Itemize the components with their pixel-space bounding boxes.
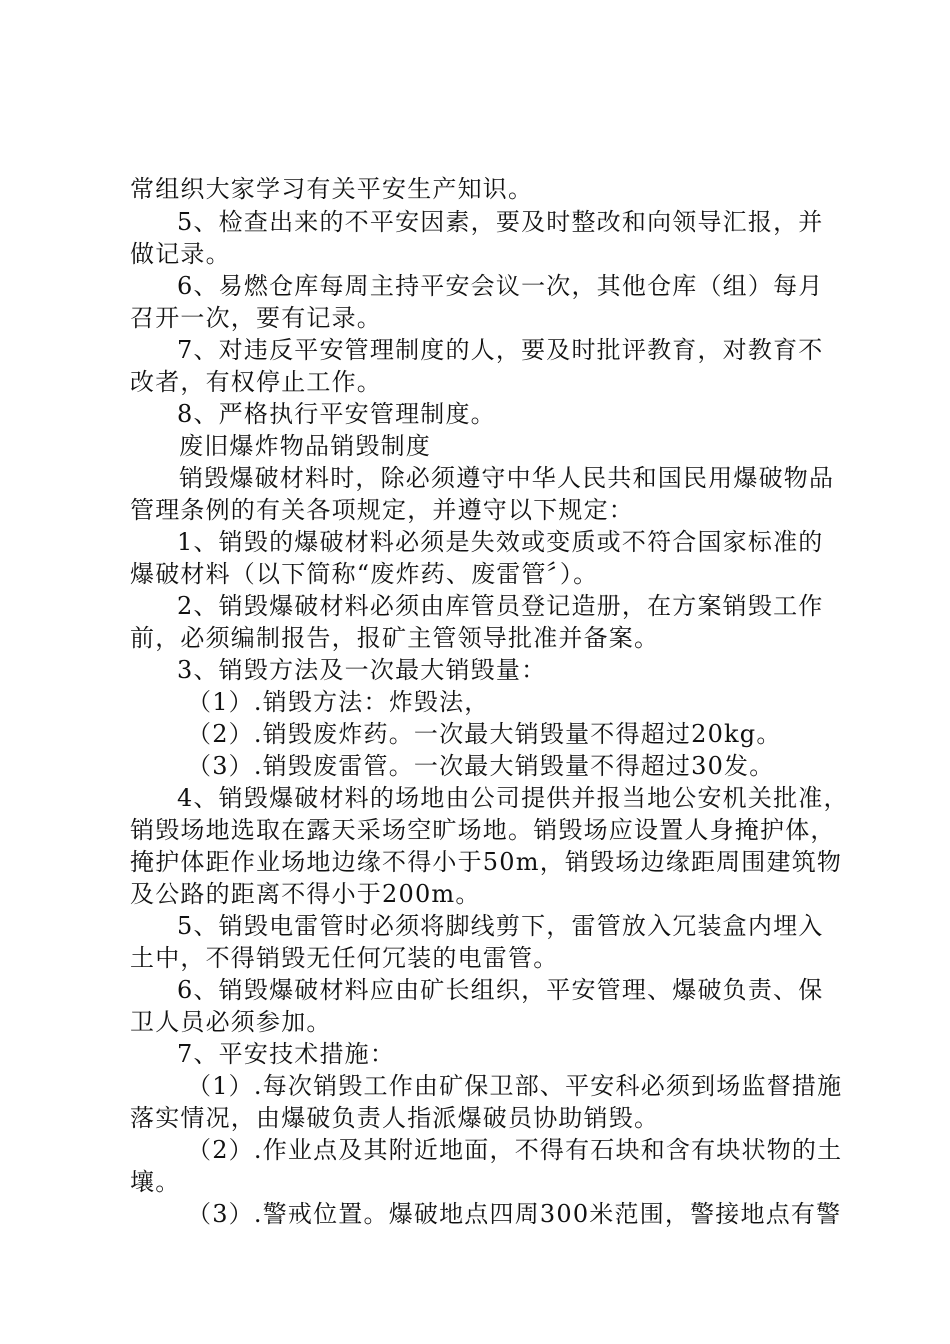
text-line: 6、易燃仓库每周主持平安会议一次，其他仓库（组）每月 xyxy=(177,272,824,300)
text-line: 前，必须编制报告，报矿主管领导批准并备案。 xyxy=(130,624,660,652)
text-line: 及公路的距离不得小于200m。 xyxy=(130,880,481,908)
text-line: 卫人员必须参加。 xyxy=(130,1008,332,1036)
text-line: （2）.销毁废炸药。一次最大销毁量不得超过20kg。 xyxy=(187,720,782,748)
text-line: 7、对违反平安管理制度的人，要及时批评教育，对教育不 xyxy=(177,336,824,364)
text-line: （2）.作业点及其附近地面，不得有石块和含有块状物的土 xyxy=(187,1136,843,1164)
text-line: 壤。 xyxy=(130,1168,181,1196)
text-line: 做记录。 xyxy=(130,240,231,268)
text-line: 改者，有权停止工作。 xyxy=(130,368,382,396)
text-line: 掩护体距作业场地边缘不得小于50m，销毁场边缘距周围建筑物 xyxy=(130,848,843,876)
section-title: 废旧爆炸物品销毁制度 xyxy=(179,432,431,460)
text-line: 常组织大家学习有关平安生产知识。 xyxy=(130,175,534,203)
text-line: 7、平安技术措施： xyxy=(177,1040,396,1068)
text-line: 5、检查出来的不平安因素，要及时整改和向领导汇报，并 xyxy=(177,208,824,236)
text-line: 销毁场地选取在露天采场空旷场地。销毁场应设置人身掩护体， xyxy=(130,816,836,844)
text-line: （1）.销毁方法：炸毁法， xyxy=(187,688,490,716)
text-line: 4、销毁爆破材料的场地由公司提供并报当地公安机关批准， xyxy=(177,784,849,812)
text-line: 6、销毁爆破材料应由矿长组织，平安管理、爆破负责、保 xyxy=(177,976,824,1004)
text-line: （1）.每次销毁工作由矿保卫部、平安科必须到场监督措施 xyxy=(187,1072,843,1100)
text-line: 土中，不得销毁无任何冗装的电雷管。 xyxy=(130,944,559,972)
text-line: 5、销毁电雷管时必须将脚线剪下，雷管放入冗装盒内埋入 xyxy=(177,912,824,940)
text-line: 2、销毁爆破材料必须由库管员登记造册，在方案销毁工作 xyxy=(177,592,824,620)
text-line: 召开一次，要有记录。 xyxy=(130,304,382,332)
text-line: 管理条例的有关各项规定，并遵守以下规定： xyxy=(130,496,634,524)
text-line: （3）.警戒位置。爆破地点四周300米范围，警接地点有警 xyxy=(187,1200,842,1228)
text-line: 1、销毁的爆破材料必须是失效或变质或不符合国家标准的 xyxy=(177,528,824,556)
text-line: 8、严格执行平安管理制度。 xyxy=(177,400,496,428)
text-line: 3、销毁方法及一次最大销毁量： xyxy=(177,656,547,684)
text-line: 落实情况，由爆破负责人指派爆破员协助销毁。 xyxy=(130,1104,660,1132)
text-line: （3）.销毁废雷管。一次最大销毁量不得超过30发。 xyxy=(187,752,775,780)
text-line: 销毁爆破材料时，除必须遵守中华人民共和国民用爆破物品 xyxy=(179,464,835,492)
text-line: 爆破材料（以下简称“废炸药、废雷管〞）。 xyxy=(130,560,599,588)
